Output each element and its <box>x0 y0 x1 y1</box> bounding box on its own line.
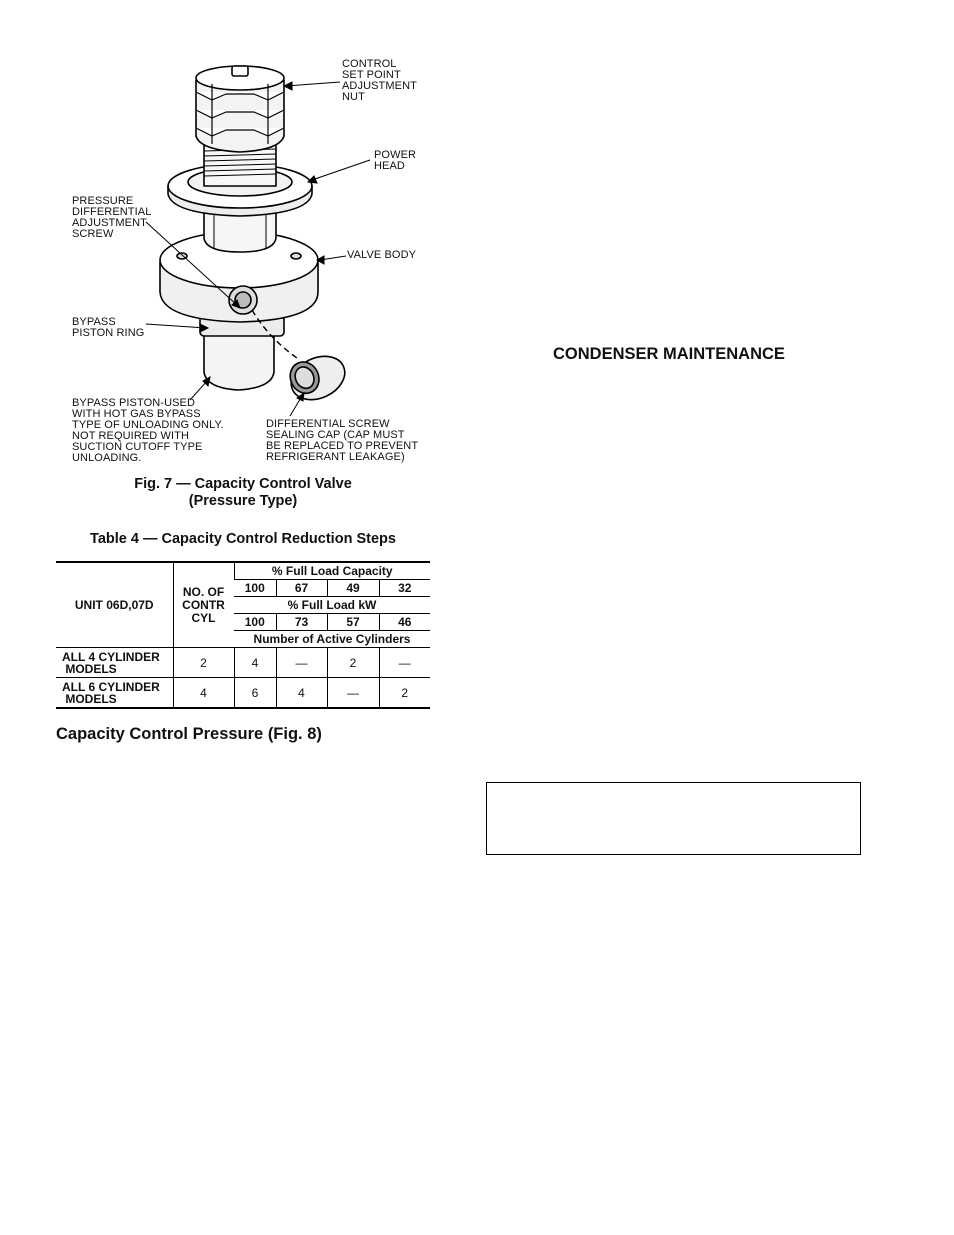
table-cell: 49 <box>327 580 379 597</box>
table-header-row <box>56 562 430 580</box>
figure-caption-line2: (Pressure Type) <box>188 493 298 509</box>
table-cell: 2 <box>379 678 430 709</box>
row-unit: ALL 4 CYLINDER MODELS <box>56 648 173 678</box>
header-capacity: % Full Load Capacity <box>234 562 430 580</box>
table-cell: 32 <box>379 580 430 597</box>
table-row <box>56 648 430 678</box>
callout-valve-body: VALVE BODY <box>347 249 417 261</box>
table-cell: 57 <box>327 614 379 631</box>
table-cell: 4 <box>276 678 327 709</box>
row-cyl: 2 <box>173 648 234 678</box>
callout-control-set-point: CONTROL SET POINT ADJUSTMENT NUT <box>342 58 417 103</box>
table-cell: 100 <box>234 580 276 597</box>
figure-caption-line1: Fig. 7 — Capacity Control Valve <box>134 476 352 492</box>
table-cell: 100 <box>234 614 276 631</box>
table-title: Table 4 — Capacity Control Reduction Steps <box>90 531 396 547</box>
callout-bypass-piston-ring: BYPASS PISTON RING <box>72 316 145 339</box>
table-cell: 73 <box>276 614 327 631</box>
table-cell: — <box>276 648 327 678</box>
callout-power-head: POWER HEAD <box>374 149 417 172</box>
heading-condenser-maintenance: CONDENSER MAINTENANCE <box>553 345 785 363</box>
header-kw: % Full Load kW <box>234 597 430 614</box>
table-cell: 67 <box>276 580 327 597</box>
header-active: Number of Active Cylinders <box>234 631 430 648</box>
callout-bypass-piston: BYPASS PISTON-USED WITH HOT GAS BYPASS TYPE OF UNLOADING ONLY. NOT REQUIRED WITH SUCTION CUTOFF TYPE UNLOADING. <box>72 397 224 464</box>
table-cell: 46 <box>379 614 430 631</box>
figure-caption <box>56 476 430 510</box>
table-row <box>56 678 430 709</box>
header-cyl: NO. OF CONTR CYL <box>173 562 234 648</box>
table-cell: 6 <box>234 678 276 709</box>
row-unit: ALL 6 CYLINDER MODELS <box>56 678 173 709</box>
row-cyl: 4 <box>173 678 234 709</box>
heading-capacity-control-pressure: Capacity Control Pressure (Fig. 8) <box>56 725 322 743</box>
table-cell: — <box>327 678 379 709</box>
table-cell: — <box>379 648 430 678</box>
table-cell: 4 <box>234 648 276 678</box>
callout-pressure-differential: PRESSURE DIFFERENTIAL ADJUSTMENT SCREW <box>72 195 152 240</box>
header-unit: UNIT 06D,07D <box>56 562 173 648</box>
table-cell: 2 <box>327 648 379 678</box>
callout-differential-screw-cap: DIFFERENTIAL SCREW SEALING CAP (CAP MUST BE REPLACED TO PREVENT REFRIGERANT LEAKAGE) <box>266 418 419 463</box>
empty-notice-box <box>486 782 861 855</box>
capacity-reduction-table <box>56 561 430 709</box>
